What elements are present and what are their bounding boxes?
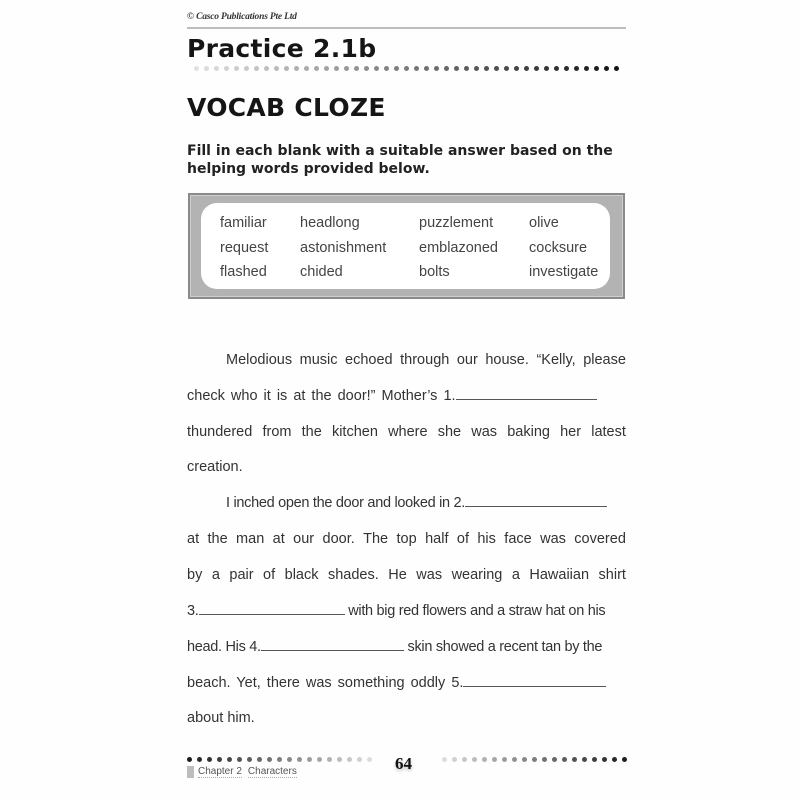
- worksheet-page: [187, 0, 626, 800]
- divider-dot: [604, 66, 609, 71]
- divider-dot: [234, 66, 239, 71]
- word-bank-item: olive: [529, 215, 559, 231]
- passage-word: from: [262, 424, 292, 440]
- instructions: Fill in each blank with a suitable answer based on the helping words provided below.: [187, 143, 613, 177]
- divider-dot: [442, 757, 447, 762]
- passage-word: wearing: [451, 567, 503, 583]
- passage-text: creation.: [187, 459, 243, 475]
- blank-number: 4.: [249, 639, 261, 655]
- passage-word: the: [207, 531, 228, 547]
- word-bank-item: flashed: [220, 264, 267, 280]
- divider-dot: [512, 757, 517, 762]
- passage-word: the: [301, 424, 322, 440]
- passage-line: [187, 637, 626, 657]
- passage-word: our: [293, 531, 315, 547]
- divider-dot: [472, 757, 477, 762]
- passage-word: latest: [591, 424, 626, 440]
- divider-dot: [324, 66, 329, 71]
- passage-text: skin showed a recent tan by the: [403, 639, 603, 655]
- title-dotted-divider: [194, 66, 624, 71]
- word-bank-item: chided: [300, 264, 343, 280]
- word-bank-item: investigate: [529, 264, 599, 280]
- passage-word: where: [388, 424, 428, 440]
- blank-number: 2.: [453, 495, 466, 511]
- passage-word: top: [396, 531, 417, 547]
- divider-dot: [534, 66, 539, 71]
- answer-blank-3[interactable]: [199, 601, 345, 615]
- divider-dot: [204, 66, 209, 71]
- divider-dot: [267, 757, 272, 762]
- passage-text: beach. Yet, there was something oddly: [187, 675, 452, 691]
- passage-word: by: [187, 567, 203, 583]
- divider-dot: [522, 757, 527, 762]
- passage-word: his: [477, 531, 496, 547]
- answer-blank-2[interactable]: [465, 493, 607, 507]
- divider-dot: [592, 757, 597, 762]
- passage-text: with big red flowers and a straw hat on his: [344, 603, 606, 619]
- divider-dot: [197, 757, 202, 762]
- passage-word: thundered: [187, 424, 253, 440]
- word-bank-item: request: [220, 239, 269, 256]
- divider-dot: [474, 66, 479, 71]
- footer-dotted-divider-left: [187, 757, 377, 762]
- passage-word: was: [540, 531, 566, 547]
- divider-dot: [277, 757, 282, 762]
- passage-line: [187, 673, 626, 693]
- divider-dot: [464, 66, 469, 71]
- divider-dot: [224, 66, 229, 71]
- divider-dot: [337, 757, 342, 762]
- passage-word: half: [425, 531, 449, 547]
- word-bank-panel: [201, 203, 610, 289]
- divider-dot: [454, 66, 459, 71]
- passage-text: check who it is at the door!” Mother’s: [187, 388, 444, 404]
- footer-dotted-divider-right: [442, 757, 632, 762]
- divider-dot: [247, 757, 252, 762]
- divider-dot: [307, 757, 312, 762]
- passage-text: about him.: [187, 710, 255, 726]
- divider-dot: [582, 757, 587, 762]
- passage-word: her: [560, 424, 582, 440]
- divider-dot: [542, 757, 547, 762]
- passage-line: [187, 529, 626, 549]
- divider-dot: [622, 757, 627, 762]
- divider-dot: [254, 66, 259, 71]
- divider-dot: [314, 66, 319, 71]
- passage-line: [187, 565, 626, 585]
- divider-dot: [514, 66, 519, 71]
- passage-word: a: [211, 567, 220, 583]
- passage-word: at: [272, 531, 285, 547]
- passage-word: please: [583, 352, 626, 368]
- divider-dot: [404, 66, 409, 71]
- divider-dot: [304, 66, 309, 71]
- passage-text: head. His: [187, 639, 250, 655]
- divider-dot: [524, 66, 529, 71]
- divider-dot: [244, 66, 249, 71]
- word-bank-item: headlong: [300, 215, 360, 231]
- divider-dot: [257, 757, 262, 762]
- word-bank-item: emblazoned: [419, 239, 498, 256]
- answer-blank-4[interactable]: [261, 637, 404, 651]
- divider-dot: [612, 757, 617, 762]
- passage-word: a: [511, 567, 520, 583]
- divider-dot: [344, 66, 349, 71]
- word-bank-item: puzzlement: [419, 215, 494, 231]
- divider-dot: [574, 66, 579, 71]
- chapter-number: Chapter 2: [198, 766, 242, 777]
- passage-word: music: [299, 352, 338, 368]
- divider-dot: [394, 66, 399, 71]
- divider-dot: [327, 757, 332, 762]
- passage-word: she: [437, 424, 462, 440]
- divider-dot: [284, 66, 289, 71]
- divider-dot: [584, 66, 589, 71]
- word-bank-box: [188, 193, 625, 299]
- divider-dot: [494, 66, 499, 71]
- passage-word: through: [400, 352, 450, 368]
- divider-dot: [452, 757, 457, 762]
- divider-dot: [444, 66, 449, 71]
- divider-dot: [562, 757, 567, 762]
- passage-word: pair: [229, 567, 254, 583]
- word-bank-item: astonishment: [300, 239, 387, 256]
- passage-word: Melodious: [226, 352, 293, 368]
- passage-text: I inched open the door and looked in: [226, 495, 454, 511]
- divider-dot: [287, 757, 292, 762]
- divider-dot: [414, 66, 419, 71]
- passage-word: baking: [507, 424, 550, 440]
- answer-blank-5[interactable]: [463, 673, 606, 687]
- chapter-label: [187, 766, 297, 778]
- divider-dot: [194, 66, 199, 71]
- passage-word: He: [388, 567, 407, 583]
- answer-blank-1[interactable]: [456, 386, 597, 400]
- passage-word: shirt: [598, 567, 626, 583]
- divider-dot: [367, 757, 372, 762]
- divider-dot: [544, 66, 549, 71]
- passage-word: at: [187, 531, 200, 547]
- word-bank-item: familiar: [220, 215, 267, 231]
- divider-dot: [374, 66, 379, 71]
- passage-word: was: [471, 424, 498, 440]
- passage-word: Hawaiian: [529, 567, 590, 583]
- passage-line: [187, 386, 626, 406]
- passage-word: of: [456, 531, 469, 547]
- practice-title: Practice 2.1b: [187, 34, 377, 63]
- passage-line: [187, 601, 626, 621]
- passage-word: of: [263, 567, 276, 583]
- divider-dot: [294, 66, 299, 71]
- divider-dot: [554, 66, 559, 71]
- passage-word: was: [416, 567, 443, 583]
- passage-line: [187, 457, 626, 477]
- passage-line: [187, 422, 626, 442]
- divider-dot: [484, 66, 489, 71]
- passage-word: our: [456, 352, 478, 368]
- passage-word: echoed: [345, 352, 393, 368]
- passage-line: [187, 708, 626, 728]
- divider-dot: [207, 757, 212, 762]
- divider-dot: [594, 66, 599, 71]
- passage-word: house.: [485, 352, 529, 368]
- section-title: VOCAB CLOZE: [187, 93, 386, 122]
- divider-dot: [462, 757, 467, 762]
- divider-dot: [347, 757, 352, 762]
- divider-dot: [614, 66, 619, 71]
- passage-word: The: [363, 531, 389, 547]
- divider-dot: [297, 757, 302, 762]
- divider-dot: [504, 66, 509, 71]
- divider-dot: [227, 757, 232, 762]
- header-rule: [187, 27, 626, 29]
- divider-dot: [602, 757, 607, 762]
- passage-word: kitchen: [331, 424, 378, 440]
- blank-number: 5.: [451, 675, 464, 691]
- passage-word: face: [504, 531, 532, 547]
- divider-dot: [552, 757, 557, 762]
- word-bank-item: bolts: [419, 264, 450, 280]
- passage-word: man: [236, 531, 265, 547]
- passage-word: covered: [574, 531, 626, 547]
- divider-dot: [384, 66, 389, 71]
- divider-dot: [317, 757, 322, 762]
- blank-number: 3.: [187, 603, 199, 619]
- divider-dot: [237, 757, 242, 762]
- page-number: 64: [395, 754, 412, 773]
- divider-dot: [434, 66, 439, 71]
- divider-dot: [572, 757, 577, 762]
- divider-dot: [217, 757, 222, 762]
- passage-word: door.: [322, 531, 355, 547]
- chapter-marker-icon: [187, 766, 194, 778]
- divider-dot: [532, 757, 537, 762]
- divider-dot: [354, 66, 359, 71]
- divider-dot: [364, 66, 369, 71]
- passage-line: [187, 493, 626, 513]
- copyright-notice: © Casco Publications Pte Ltd: [187, 12, 297, 22]
- divider-dot: [564, 66, 569, 71]
- divider-dot: [334, 66, 339, 71]
- word-bank-grid: [220, 211, 619, 285]
- blank-number: 1.: [443, 388, 456, 404]
- divider-dot: [214, 66, 219, 71]
- word-bank-item: cocksure: [529, 239, 588, 256]
- passage-word: black: [284, 567, 319, 583]
- divider-dot: [502, 757, 507, 762]
- divider-dot: [424, 66, 429, 71]
- divider-dot: [492, 757, 497, 762]
- divider-dot: [482, 757, 487, 762]
- divider-dot: [357, 757, 362, 762]
- passage-word: shades.: [327, 567, 379, 583]
- divider-dot: [264, 66, 269, 71]
- passage-line: [187, 350, 626, 370]
- divider-dot: [187, 757, 192, 762]
- passage-word: “Kelly,: [536, 352, 576, 368]
- divider-dot: [274, 66, 279, 71]
- chapter-title: Characters: [247, 766, 297, 777]
